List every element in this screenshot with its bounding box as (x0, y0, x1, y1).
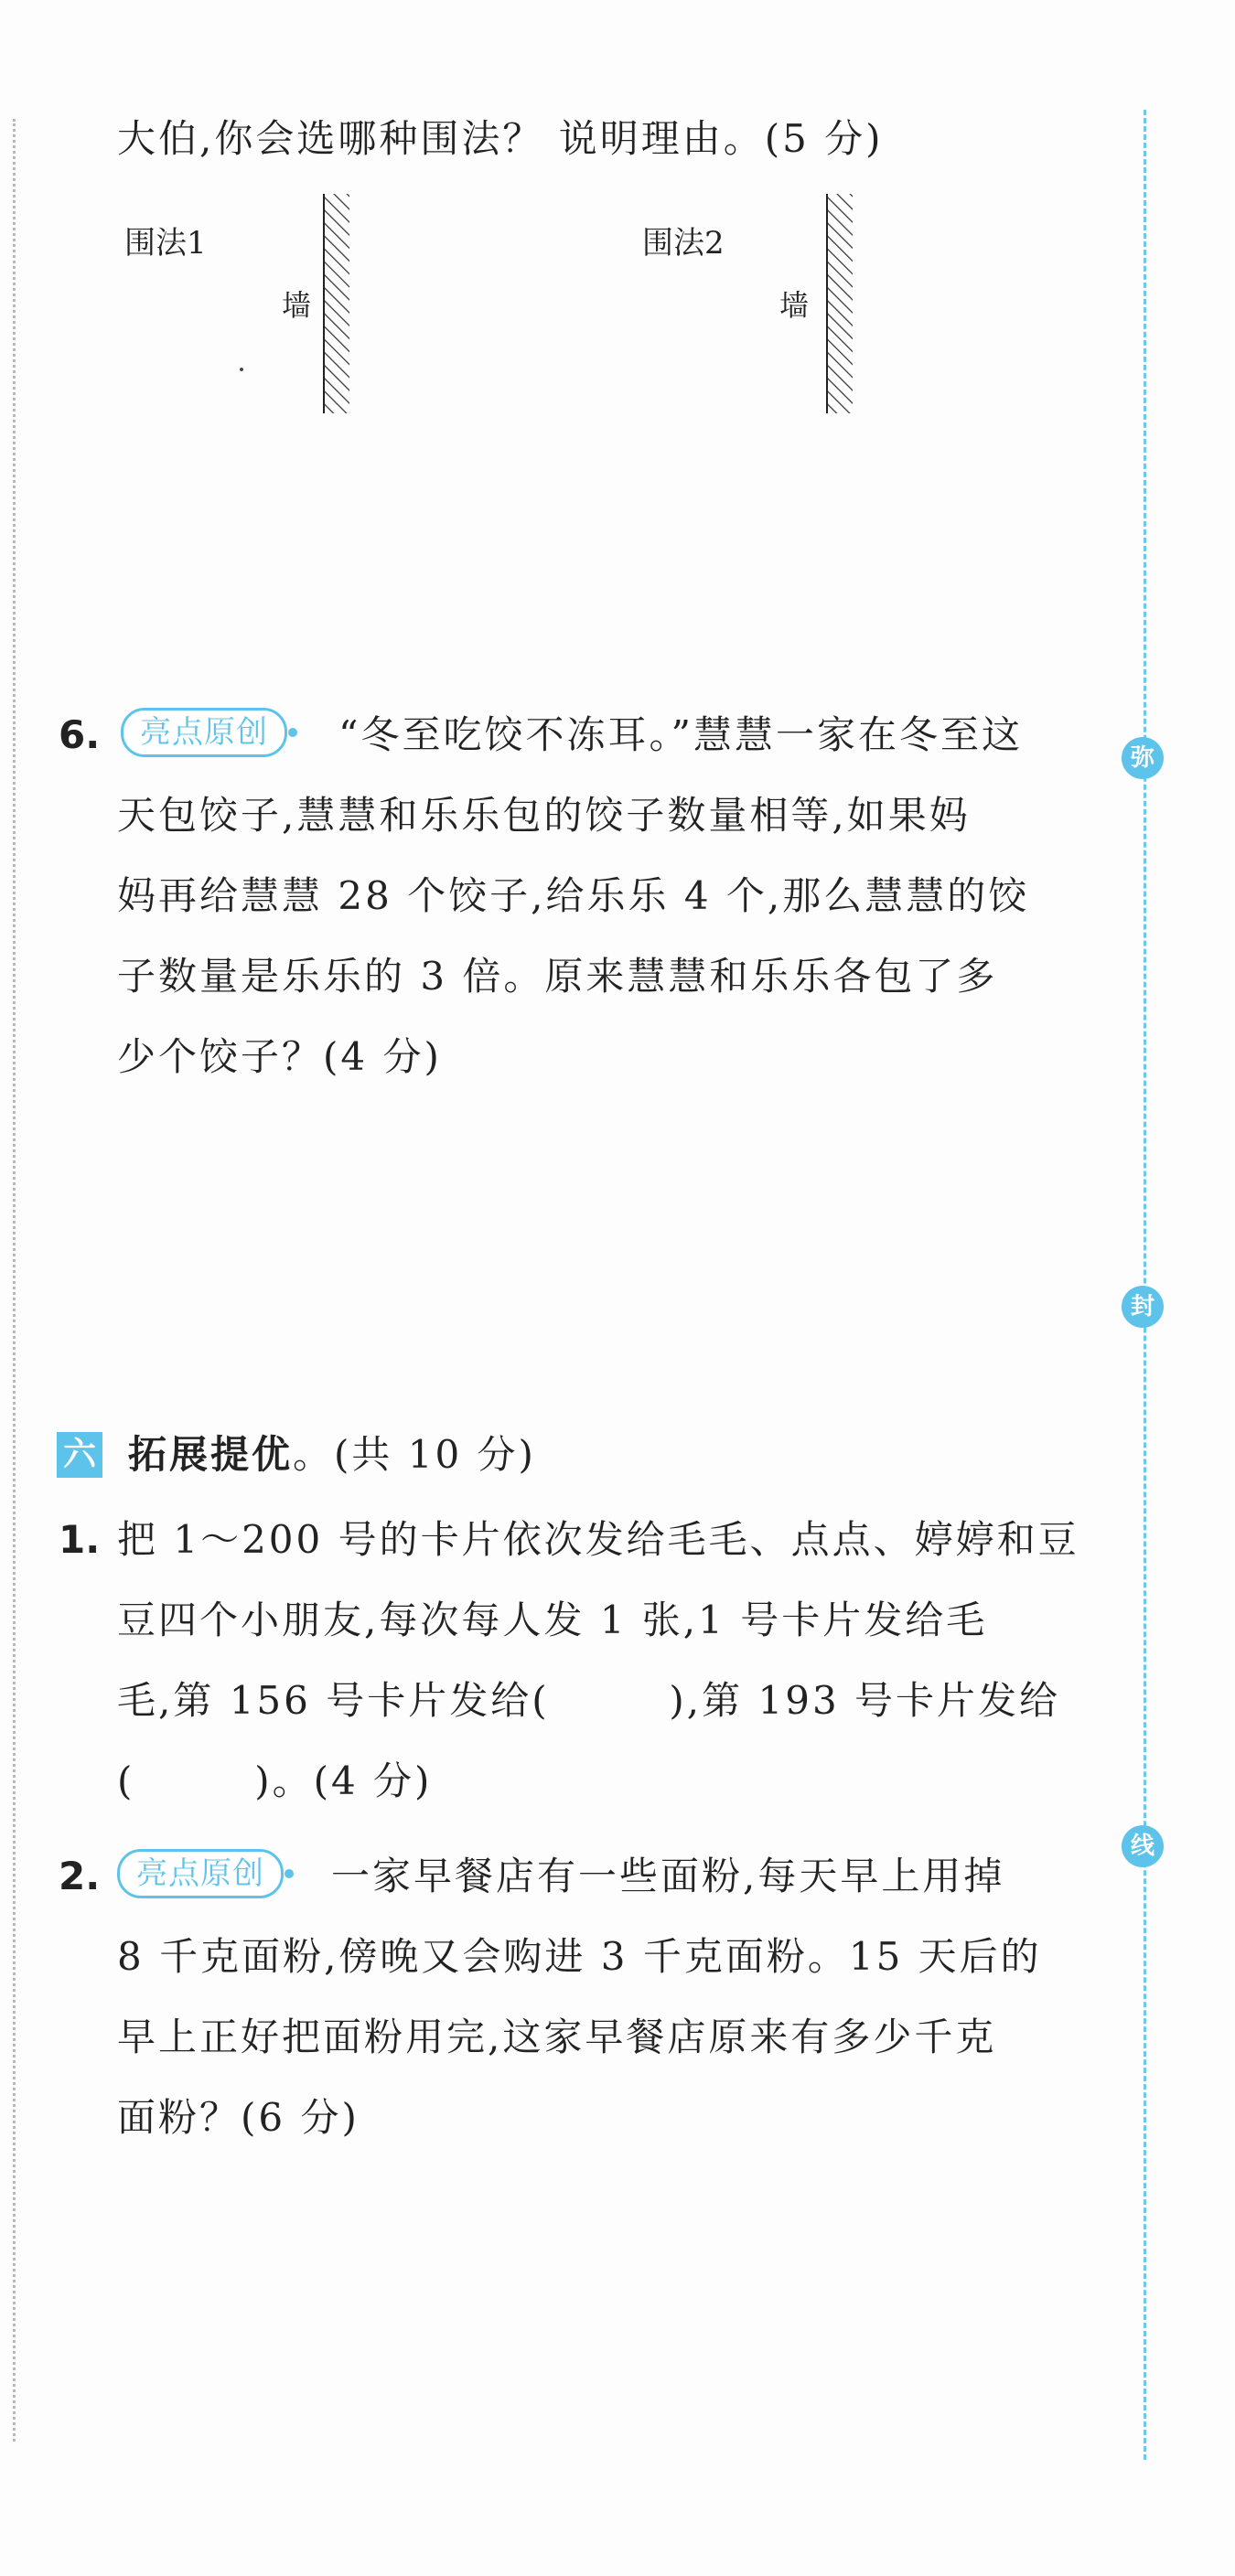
left-binding-dots (13, 119, 16, 2442)
question-6-line-1: “冬至吃饺不冻耳。”慧慧一家在冬至这 (338, 712, 1023, 757)
seal-mark-feng: 封 (1122, 1286, 1164, 1328)
seal-cut-line (1144, 110, 1146, 2460)
section-six-title (128, 1432, 536, 1478)
question-6-line-3: 妈再给慧慧 28 个饺子,给乐乐 4 个,那么慧慧的饺 (117, 873, 1030, 918)
extension-q1-line-1: 把 1～200 号的卡片依次发给毛毛、点点、婷婷和豆 (117, 1517, 1079, 1562)
extension-q1-line-2: 豆四个小朋友,每次每人发 1 张,1 号卡片发给毛 (117, 1598, 988, 1642)
extension-q2-original-tag: 亮点原创 (117, 1849, 284, 1898)
figure-2-label: 围法2 (642, 225, 725, 262)
figure-1-label: 围法1 (124, 225, 207, 262)
figure-2-wall-label: 墙 (779, 288, 810, 323)
figure-2-wall (823, 194, 856, 413)
question-6-line-4: 子数量是乐乐的 3 倍。原来慧慧和乐乐各包了多 (117, 954, 998, 999)
section-six-title-bold: 拓展提优 (128, 1432, 294, 1477)
extension-q2-line-1: 一家早餐店有一些面粉,每天早上用掉 (331, 1854, 1005, 1898)
extension-q1-line-4: ( )。(4 分) (117, 1758, 433, 1803)
question-5-tail: 大伯,你会选哪种围法？ 说明理由。(5 分) (117, 116, 884, 161)
question-6-number: 6. (59, 712, 101, 757)
seal-mark-mi: 弥 (1122, 737, 1164, 779)
extension-q2-line-2: 8 千克面粉,傍晚又会购进 3 千克面粉。15 天后的 (117, 1934, 1042, 1979)
extension-q1-number: 1. (59, 1517, 101, 1562)
section-six-badge: 六 (57, 1432, 102, 1478)
figure-1-dot (240, 368, 243, 371)
section-six-title-score: 。(共 10 分) (293, 1432, 536, 1477)
figure-1-wall-label: 墙 (282, 288, 312, 323)
question-6-line-2: 天包饺子,慧慧和乐乐包的饺子数量相等,如果妈 (117, 793, 971, 838)
extension-q1-line-3: 毛,第 156 号卡片发给( ),第 193 号卡片发给 (117, 1678, 1061, 1723)
seal-mark-xian: 线 (1122, 1825, 1164, 1867)
figure-1-wall (320, 194, 353, 413)
extension-q2-line-4: 面粉？(6 分) (117, 2095, 360, 2140)
extension-q2-number: 2. (59, 1854, 101, 1898)
question-6-line-5: 少个饺子？(4 分) (117, 1034, 442, 1079)
extension-q2-line-3: 早上正好把面粉用完,这家早餐店原来有多少千克 (117, 2015, 997, 2059)
question-6-original-tag: 亮点原创 (121, 708, 287, 757)
